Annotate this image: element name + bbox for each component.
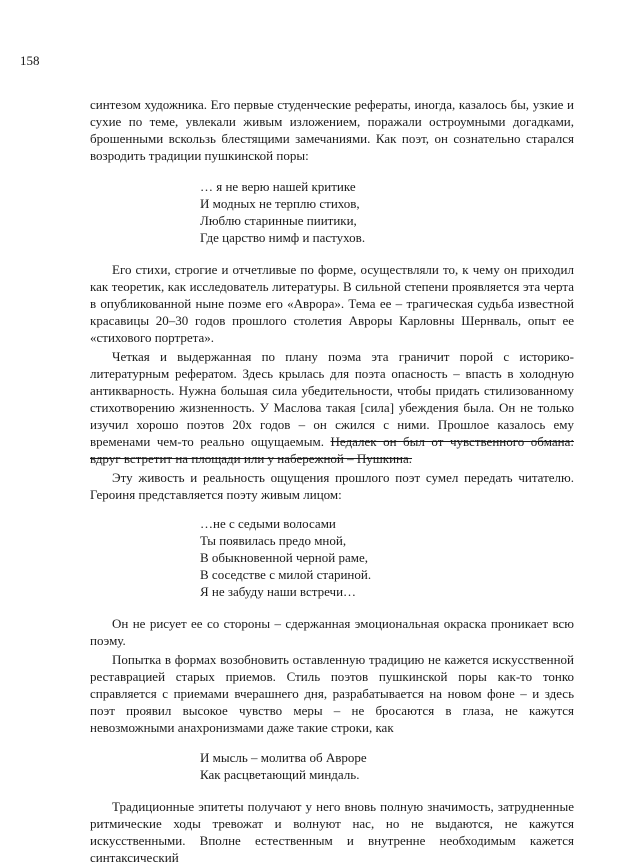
verse-line: В обыкновенной черной раме, bbox=[200, 550, 368, 565]
paragraph-3-text: Четкая и выдержанная по плану поэма эта граничит порой с историко-литературным рефератом. Здесь крылась для поэта опасность – впасть в холодную антикварность. Нужна большая сила убедительности, чтобы придать стилизованному стихотворению жизненность. У Маслова такая [сила] убеждения была. Он не только изучил хорошо поэтов 20х годов – он сжился с ними. Прошлое казалось ему временами чем-то реально ощущаемым. bbox=[90, 349, 574, 449]
verse-quote-1 bbox=[200, 178, 574, 246]
verse-line: И мысль – молитва об Авроре bbox=[200, 750, 367, 765]
paragraph-1: синтезом художника. Его первые студенческие рефераты, иногда, казалось бы, узкие и сухие по теме, увлекали живым изложением, поражали остроумными догадками, брошенными вскользь блестящими замечаниями. Как поэт, он сознательно старался возродить традиции пушкинской поры: bbox=[90, 97, 574, 163]
verse-line: … я не верю нашей критике bbox=[200, 179, 356, 194]
page-body bbox=[90, 96, 574, 866]
paragraph-4: Эту живость и реальность ощущения прошлого поэт сумел передать читателю. Героиня представляется поэту живым лицом: bbox=[90, 470, 574, 502]
verse-line: И модных не терплю стихов, bbox=[200, 196, 360, 211]
paragraph-2: Его стихи, строгие и отчетливые по форме, осуществляли то, к чему он приходил как теоретик, как исследователь литературы. В сильной степени проявляется эта черта в опубликованной ныне поэме его «Аврора». Тема ее – трагическая судьба известной красавицы 20–30 годов прошлого столетия Авроры Карловны Шернваль, опыт ее «стихового портрета». bbox=[90, 262, 574, 345]
verse-line: …не с седыми волосами bbox=[200, 516, 336, 531]
paragraph-7: Традиционные эпитеты получают у него вновь полную значимость, затрудненные ритмические ходы тревожат и волнуют нас, но не выдаются, не кажутся искусственными. Вполне естественным и внутренне необходимым кажется синтаксический bbox=[90, 799, 574, 865]
paragraph-6: Попытка в формах возобновить оставленную традицию не кажется искусственной реставрацией старых приемов. Стиль поэтов пушкинской поры как-то тонко справляется с приемами вчерашнего дня, разрабатывается на новом фоне – и здесь поэт проявил высокое чувство меры – не бросаются в глаза, не кажутся невозможными анахронизмами даже такие строки, как bbox=[90, 652, 574, 735]
verse-line: Ты появилась предо мной, bbox=[200, 533, 347, 548]
verse-quote-2 bbox=[200, 515, 574, 600]
verse-line: В соседстве с милой стариной. bbox=[200, 567, 372, 582]
paragraph-5: Он не рисует ее со стороны – сдержанная эмоциональная окраска проникает всю поэму. bbox=[90, 616, 574, 648]
struck-through-text: Недалек он был от чувственного обмана: вдруг встретит на площади или у набережной – Пушкина. bbox=[90, 434, 575, 466]
verse-quote-3 bbox=[200, 749, 574, 783]
verse-line: Люблю старинные пиитики, bbox=[200, 213, 357, 228]
verse-line: Где царство нимф и пастухов. bbox=[200, 230, 366, 245]
paragraph-3 bbox=[90, 348, 574, 467]
page-number: 158 bbox=[20, 53, 40, 68]
verse-line: Как расцветающий миндаль. bbox=[200, 767, 360, 782]
verse-line: Я не забуду наши встречи… bbox=[200, 584, 357, 599]
